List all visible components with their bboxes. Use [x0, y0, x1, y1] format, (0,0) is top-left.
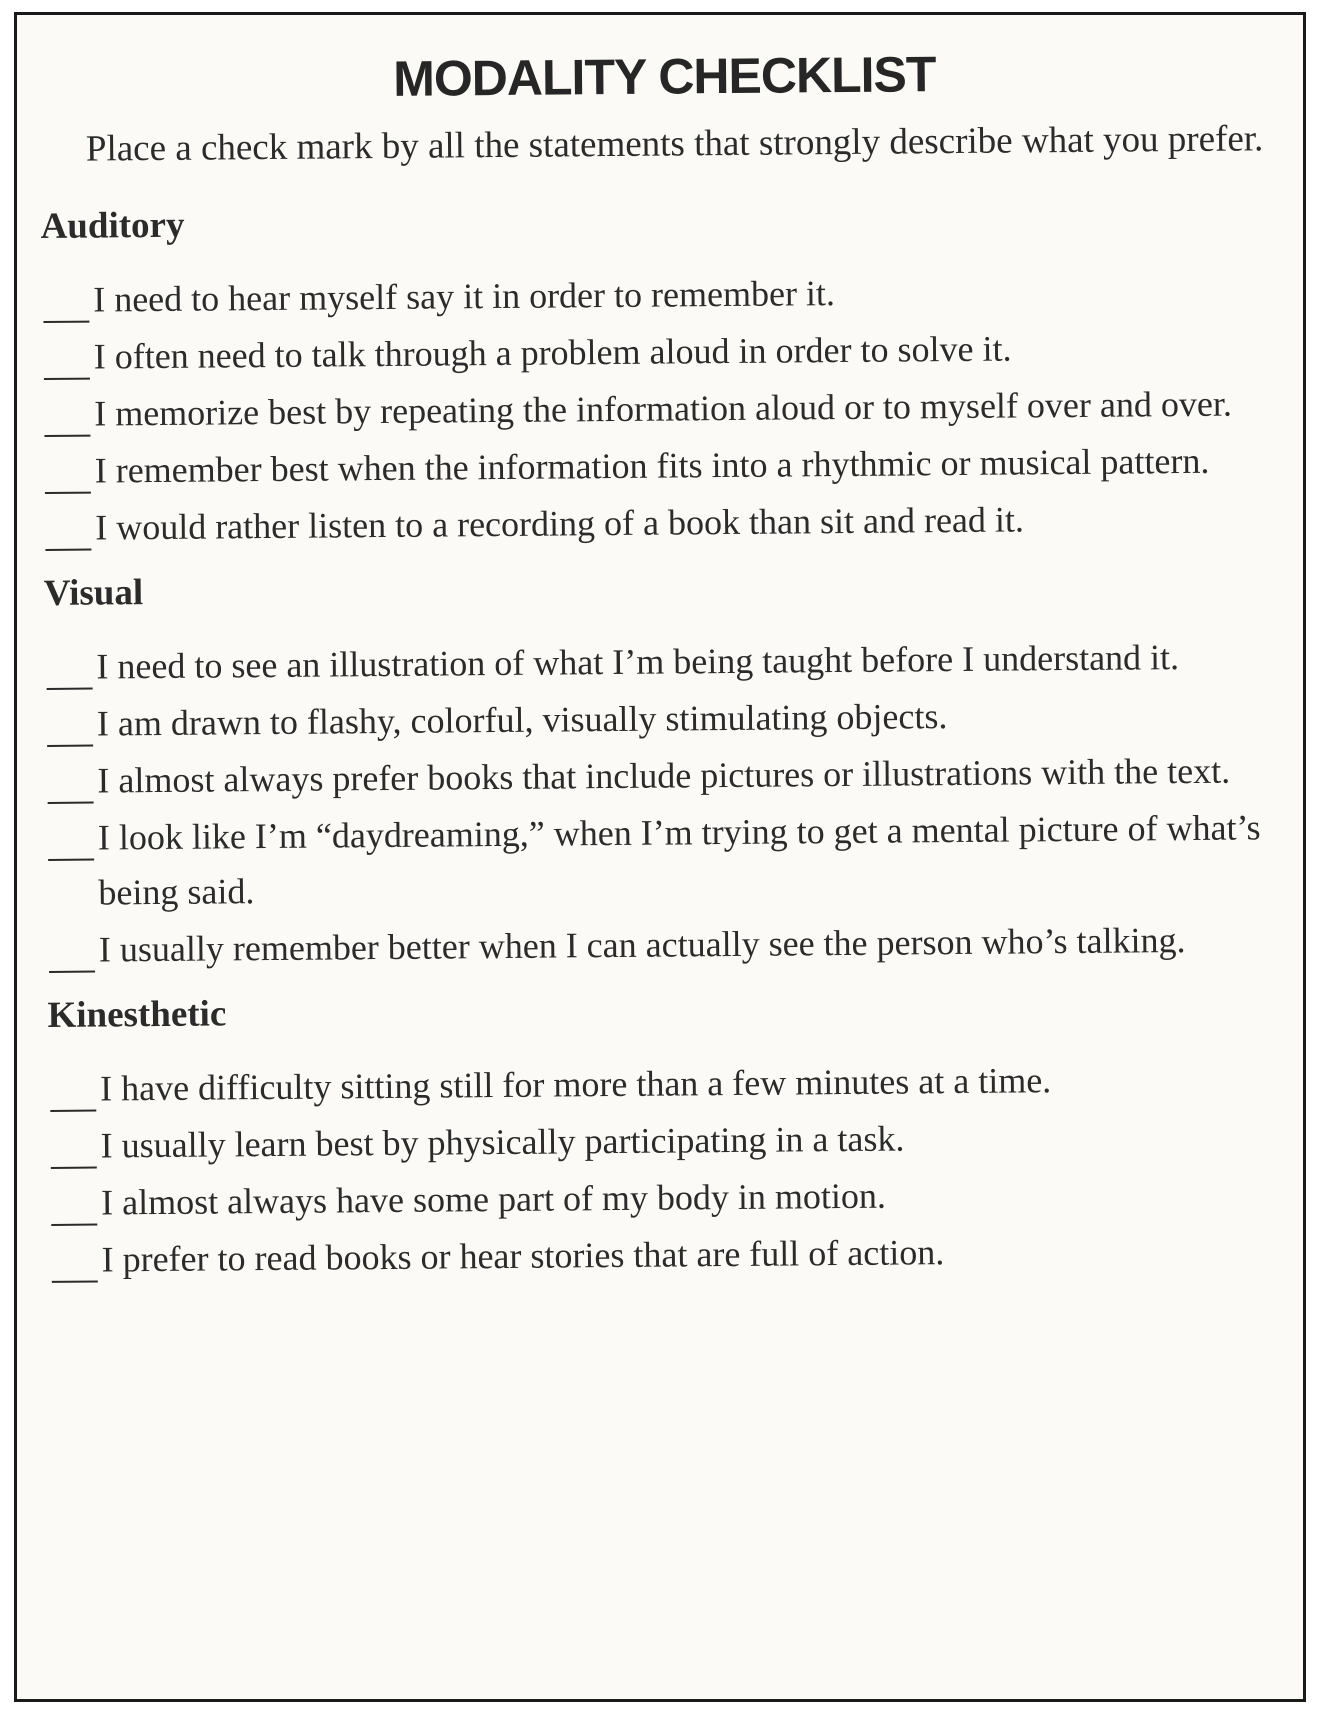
- checklist-item: [42, 319, 1292, 385]
- checklist-item: [46, 800, 1297, 921]
- checklist-item: [49, 1222, 1299, 1288]
- item-text: I remember best when the information fits into a rhythmic or musical pattern.: [94, 440, 1210, 491]
- check-blank[interactable]: [44, 444, 90, 494]
- auditory-list: [41, 262, 1293, 556]
- section-auditory: [40, 192, 1293, 556]
- check-blank[interactable]: [43, 273, 89, 323]
- item-text: I usually remember better when I can actually see the person who’s talking.: [98, 920, 1186, 970]
- checklist-item: [45, 743, 1295, 809]
- check-blank[interactable]: [45, 501, 91, 551]
- page-frame: [14, 12, 1306, 1702]
- item-text: I almost always prefer books that include pictures or illustrations with the text.: [97, 750, 1231, 801]
- check-blank[interactable]: [49, 923, 95, 973]
- check-blank[interactable]: [47, 697, 93, 747]
- section-kinesthetic: [47, 981, 1300, 1288]
- check-blank[interactable]: [44, 330, 90, 380]
- checklist-item: [44, 629, 1294, 695]
- checklist-item: [42, 376, 1292, 442]
- checklist-item: [48, 1051, 1298, 1117]
- checklist-item: [41, 262, 1291, 328]
- item-text: I memorize best by repeating the information aloud or to myself over and over.: [94, 383, 1233, 434]
- checklist-content: [39, 32, 1300, 1302]
- kinesthetic-list: [48, 1051, 1300, 1288]
- item-text: I almost always have some part of my body in motion.: [100, 1175, 887, 1223]
- checklist-item: [47, 912, 1297, 978]
- item-text: I need to hear myself say it in order to remember it.: [93, 273, 836, 320]
- item-text: I look like I’m “daydreaming,” when I’m trying to get a mental picture of what’s being said.: [97, 807, 1261, 913]
- section-visual: [44, 559, 1298, 978]
- check-blank[interactable]: [51, 1233, 97, 1283]
- checklist-item: [43, 490, 1293, 556]
- item-text: I often need to talk through a problem aloud in order to solve it.: [93, 328, 1012, 377]
- check-blank[interactable]: [50, 1062, 96, 1112]
- check-blank[interactable]: [44, 387, 90, 437]
- section-heading-kinesthetic: Kinesthetic: [47, 993, 227, 1036]
- item-text: I prefer to read books or hear stories that are full of action.: [101, 1232, 945, 1280]
- section-heading-visual: Visual: [43, 572, 144, 614]
- item-text: I would rather listen to a recording of a book than sit and read it.: [95, 499, 1025, 548]
- instructions: Place a check mark by all the statements that strongly describe what you prefer.: [85, 118, 1264, 170]
- item-text: I am drawn to flashy, colorful, visually stimulating objects.: [96, 696, 948, 744]
- item-text: I need to see an illustration of what I’m being taught before I understand it.: [96, 637, 1180, 687]
- section-heading-auditory: Auditory: [40, 204, 185, 247]
- check-blank[interactable]: [48, 811, 94, 861]
- check-blank[interactable]: [46, 640, 92, 690]
- check-blank[interactable]: [50, 1119, 96, 1169]
- visual-list: [44, 629, 1297, 978]
- checklist-item: [49, 1165, 1299, 1231]
- page-title: MODALITY CHECKLIST: [392, 46, 936, 107]
- item-text: I usually learn best by physically participating in a task.: [100, 1118, 905, 1166]
- item-text: I have difficulty sitting still for more than a few minutes at a time.: [99, 1060, 1052, 1109]
- check-blank[interactable]: [51, 1176, 97, 1226]
- check-blank[interactable]: [47, 754, 93, 804]
- checklist-item: [42, 433, 1292, 499]
- checklist-item: [45, 686, 1295, 752]
- checklist-item: [48, 1108, 1298, 1174]
